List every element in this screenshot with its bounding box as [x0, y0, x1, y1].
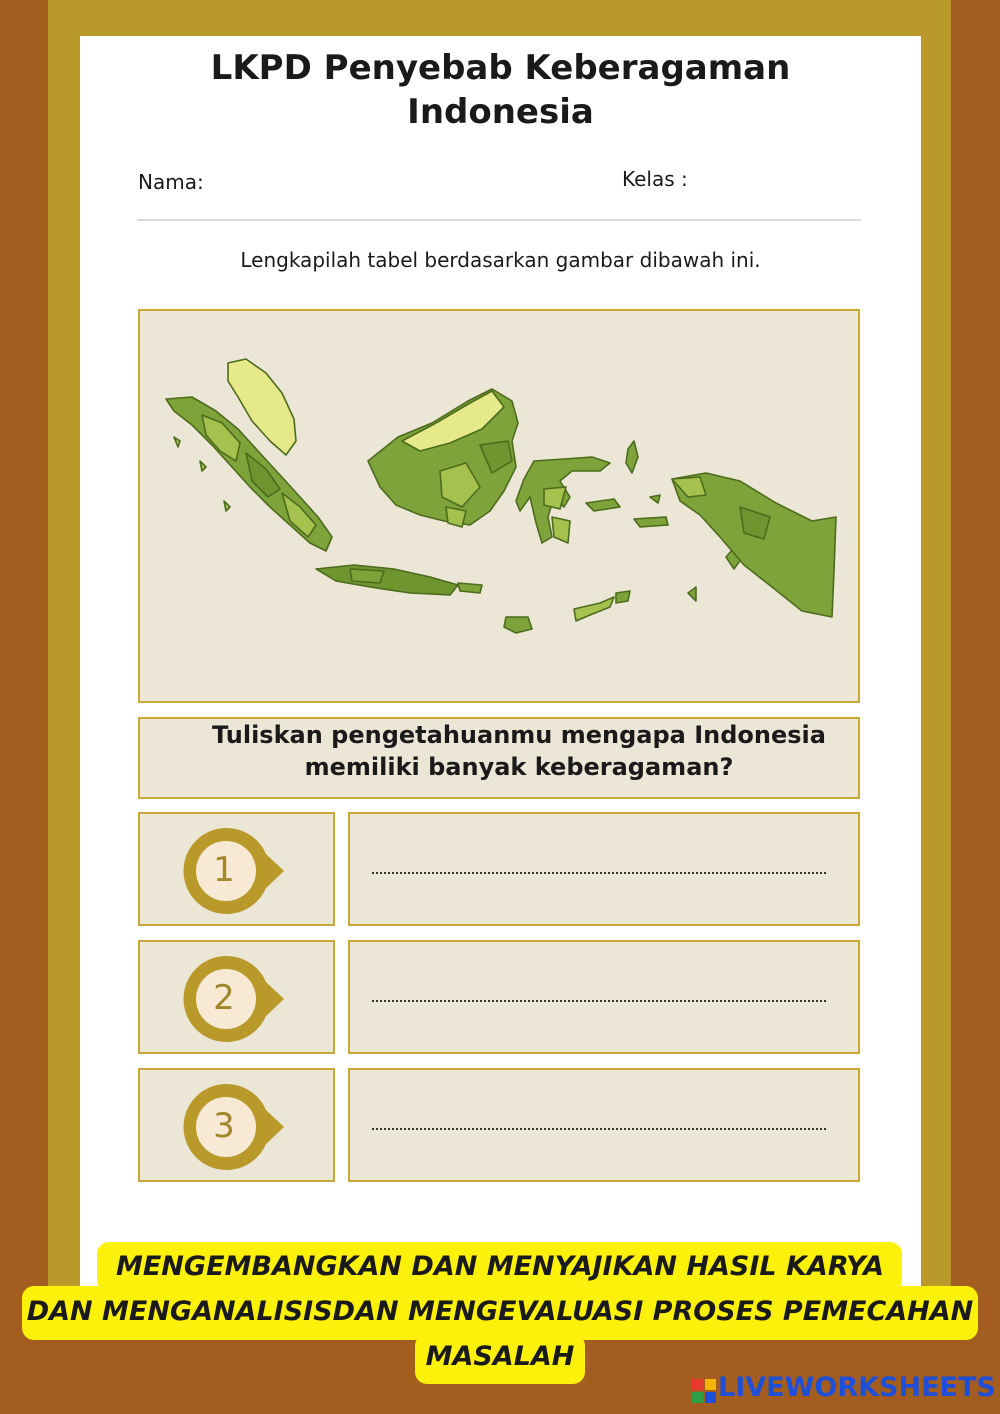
objective-banner: [0, 1244, 1000, 1379]
question-line-1: Tuliskan pengetahuanmu mengapa Indonesia: [212, 721, 826, 749]
instruction-text: Lengkapilah tabel berdasarkan gambar dibawah ini.: [240, 248, 761, 272]
worksheet-sheet: [80, 36, 921, 1290]
banner-line-3: MASALAH: [425, 1341, 575, 1372]
question-text: [140, 719, 858, 783]
answer-line-3: [372, 1128, 826, 1130]
liveworksheets-brand[interactable]: LIVEWORKSHEETS: [718, 1372, 996, 1403]
number-cell-2: [138, 940, 335, 1054]
question-line-2: memiliki banyak keberagaman?: [304, 753, 734, 781]
answer-field-3[interactable]: [348, 1068, 860, 1182]
title-line-1: LKPD Penyebab Keberagaman: [210, 48, 791, 88]
indonesia-map-icon: [140, 311, 858, 701]
class-label: Kelas :: [622, 167, 688, 191]
answer-field-2[interactable]: [348, 940, 860, 1054]
liveworksheets-logo-icon: [692, 1379, 716, 1403]
header-divider: [137, 219, 861, 221]
name-label: Nama:: [138, 170, 204, 194]
row-number-2: 2: [213, 978, 235, 1018]
row-number-1: 1: [213, 850, 235, 890]
number-cell-3: [138, 1068, 335, 1182]
banner-line-2: DAN MENGANALISISDAN MENGEVALUASI PROSES PEMECAHAN: [26, 1296, 974, 1327]
answer-line-1: [372, 872, 826, 874]
answer-line-2: [372, 1000, 826, 1002]
question-panel: [138, 717, 860, 799]
banner-line-1: MENGEMBANGKAN DAN MENYAJIKAN HASIL KARYA: [116, 1251, 884, 1282]
row-number-3: 3: [213, 1106, 235, 1146]
indonesia-map-panel: [138, 309, 860, 703]
number-cell-1: [138, 812, 335, 926]
worksheet-title: [80, 46, 921, 134]
title-line-2: Indonesia: [407, 92, 594, 132]
answer-field-1[interactable]: [348, 812, 860, 926]
